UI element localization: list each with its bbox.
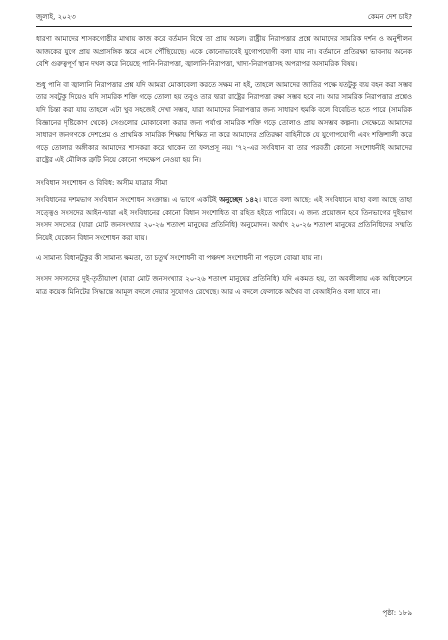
header-date: জুলাই, ২০২৩	[36, 13, 76, 21]
page-number: পৃষ্ঠা: ১৮৯	[382, 609, 412, 617]
paragraph-2: শুধু পানি বা জ্বালানি নিরাপত্তার প্রশ্ন যদি আমরা মোকাবেলা করতে সক্ষম না হই, তাহলে আমাদের জাতির পক্ষে যতটুকু ব্যয় বহন করা সম্ভব তার সবটুকু দিয়েও যদি সামরিক শক্তি গড়ে তোলা হয় তবুও তার দ্বারা রাষ্ট্রের নিরাপত্তা রক্ষা সম্ভব হবে না। আর সামরিক নিরাপত্তার প্রশ্নেও যদি চিন্তা করা যায় তাহলে এটা খুব সহজেই দেখা সম্ভব, যারা আমাদের নিরাপত্তার জন্য সাধারণ হুমকি বলে বিবেচিত হতে পারে (সামরিক বিজ্ঞানের দৃষ্টিকোণ থেকে) সেগুলোর মোকাবেলা করার জন্য পর্যাপ্ত সামরিক শক্তি গড়ে তোলাও প্রায় অসম্ভব কল্পনা। সেক্ষেত্রে আমাদের সাধারণ জনগণকে দেশপ্রেম ও প্রাথমিক সামরিক শিক্ষায় শিক্ষিত না করে আমাদের প্রতিরক্ষা বাহিনীকে যে যুগোপযোগী এবং শক্তিশালী করে গড়ে তোলার অঙ্গীকার আমাদের শাসকরা করে থাকেন তা ফলপ্রসূ নয়। '৭২-এর সংবিধান বা তার পরবর্তী কোনো সংশোধনীই আমাদের রাষ্ট্রের এই মৌলিক ত্রুটি নিয়ে কোনো পদক্ষেপ নেওয়া হয় নি।	[36, 80, 412, 165]
paragraph-5: সংসদ সদস্যদের দুই-তৃতীয়াংশ (যারা মোট জনসংখ্যার ২০-২৬ শতাংশ মানুষের প্রতিনিধি) যদি একমত হয়, তা অবলীলায় এক অধিবেশনে মাত্র কয়েক মিনিটের সিদ্ধান্তে আমূল বদলে দেয়ার সুযোগও রেখেছে। আর এ বদলে ফেলাকে অথৈব বা বেআইনিও বলা যাবে না।	[36, 274, 412, 296]
paragraph-3	[36, 194, 412, 244]
section-heading: সংবিধান সংশোধন ও বিবিধ: অসীম যাত্রার সীমা	[36, 178, 168, 187]
article-body	[36, 33, 412, 298]
paragraph-3-intro: সংবিধানের দশমভাগ সংবিধান সংশোধন সংক্রান্ত। এ ভাগে একটিই	[36, 195, 220, 204]
paragraph-1: ধারণা আমাদের শাসকগোষ্ঠীর মাথায় কাজ করে বর্তমান বিশ্বে তা প্রায় অচল। রাষ্ট্রীয় নিরাপত্তার প্রশ্নে আমাদের সামরিক দর্শন ও অনুশীলন আজকের যুগে প্রায় অপ্রাসঙ্গিক স্তরে এসে পৌঁছিয়েছে। একে কোনোভাবেই যুগোপযোগী বলা যায় না। বর্তমানে প্রতিরক্ষা ভাবনায় অনেক বেশি গুরুত্বপূর্ণ স্থান দখল করে নিয়েছে পানি-নিরাপত্তা, জ্বালানি-নিরাপত্তা, খাদ্য-নিরাপত্তাসহ অপরাপর অসামরিক বিষয়।	[36, 35, 412, 69]
paragraph-4: এ সামান্য বিধানটুকুর কী সামান্য ক্ষমতা, তা চতুর্থ সংশোধনী বা পঞ্চদশ সংশোধনী না পড়লে বোঝা যায় না।	[36, 254, 323, 263]
article-142-reference: অনুচ্ছেদ ১৪২	[219, 195, 259, 204]
header-rule	[36, 26, 412, 27]
header-title: কেমন দেশ চাই?	[367, 13, 412, 21]
running-header	[36, 10, 412, 24]
paragraph-3-rest: । যাতে বলা আছে: এই সংবিধানে যাহা বলা আছে তাহা সত্ত্বেও সংসদের আইন-দ্বারা এই সংবিধানের কোনো বিধান সংশোধিত বা রহিত হইতে পারিবে। এ জন্য প্রয়োজন হবে তিনভাগের দুইভাগ সংসদ সদস্যের (যারা মোট জনসংখ্যার ২০-২৬ শতাংশ মানুষের প্রতিনিধি) অনুমোদন। অর্থাৎ ২০-২৬ শতাংশ মানুষের প্রতিনিধিদের সম্মতি নিয়েই যেকোন বিধান সংশোধন করা যায়।	[36, 195, 412, 242]
